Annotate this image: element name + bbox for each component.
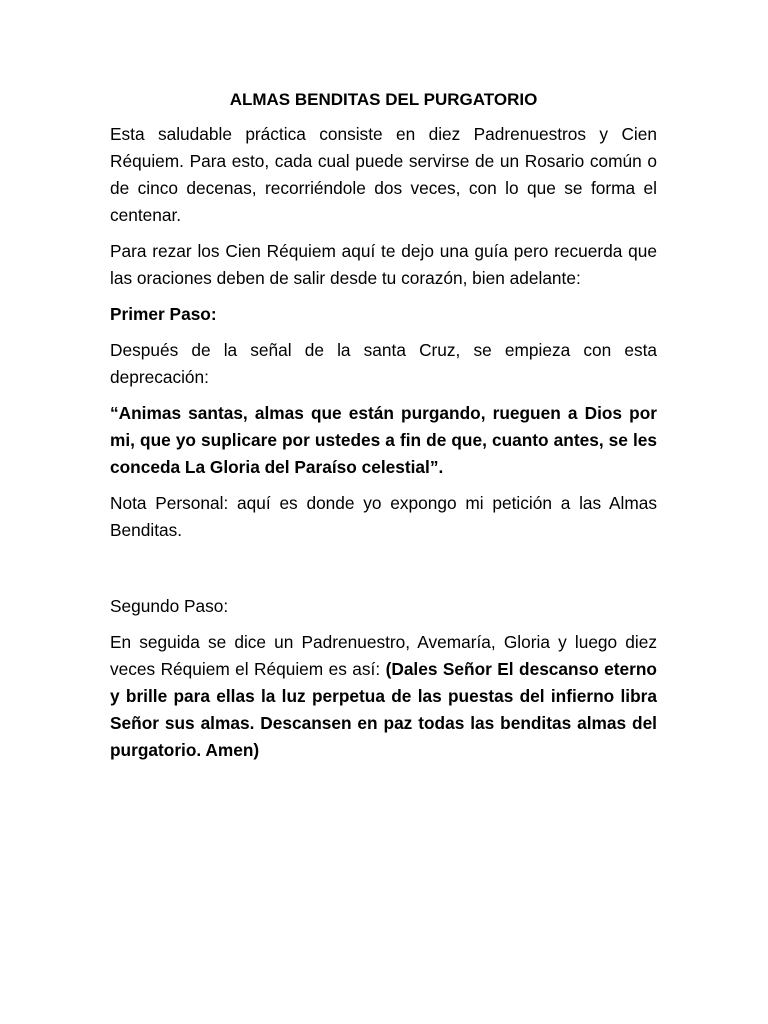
document-page — [110, 88, 657, 773]
step2-text: En seguida se dice un Padrenuestro, Avemaría, Gloria y luego diez veces Réquiem el Réquiem es así: — [110, 632, 657, 679]
step2-prayer: (Dales Señor El descanso eterno y brille para ellas la luz perpetua de las puestas del infierno libra Señor sus almas. Descansen en paz todas las benditas almas del purgatorio. Amen) — [110, 659, 657, 760]
intro-paragraph: Esta saludable práctica consiste en diez Padrenuestros y Cien Réquiem. Para esto, cada cual puede servirse de un Rosario común o de cinco decenas, recorriéndole dos veces, con lo que se forma el centenar. — [110, 124, 657, 225]
step2-heading: Segundo Paso: — [110, 596, 229, 616]
guide-paragraph: Para rezar los Cien Réquiem aquí te dejo una guía pero recuerda que las oraciones deben de salir desde tu corazón, bien adelante: — [110, 241, 657, 288]
document-title: ALMAS BENDITAS DEL PURGATORIO — [229, 90, 538, 109]
personal-note: Nota Personal: aquí es donde yo expongo mi petición a las Almas Benditas. — [110, 493, 657, 540]
step1-heading: Primer Paso: — [110, 304, 217, 324]
step2-paragraph — [110, 629, 657, 764]
step1-paragraph: Después de la señal de la santa Cruz, se empieza con esta deprecación: — [110, 340, 657, 387]
spacer — [110, 553, 657, 593]
step1-prayer: “Animas santas, almas que están purgando, rueguen a Dios por mi, que yo suplicare por ustedes a fin de que, cuanto antes, se les conceda La Gloria del Paraíso celestial”. — [110, 403, 657, 477]
